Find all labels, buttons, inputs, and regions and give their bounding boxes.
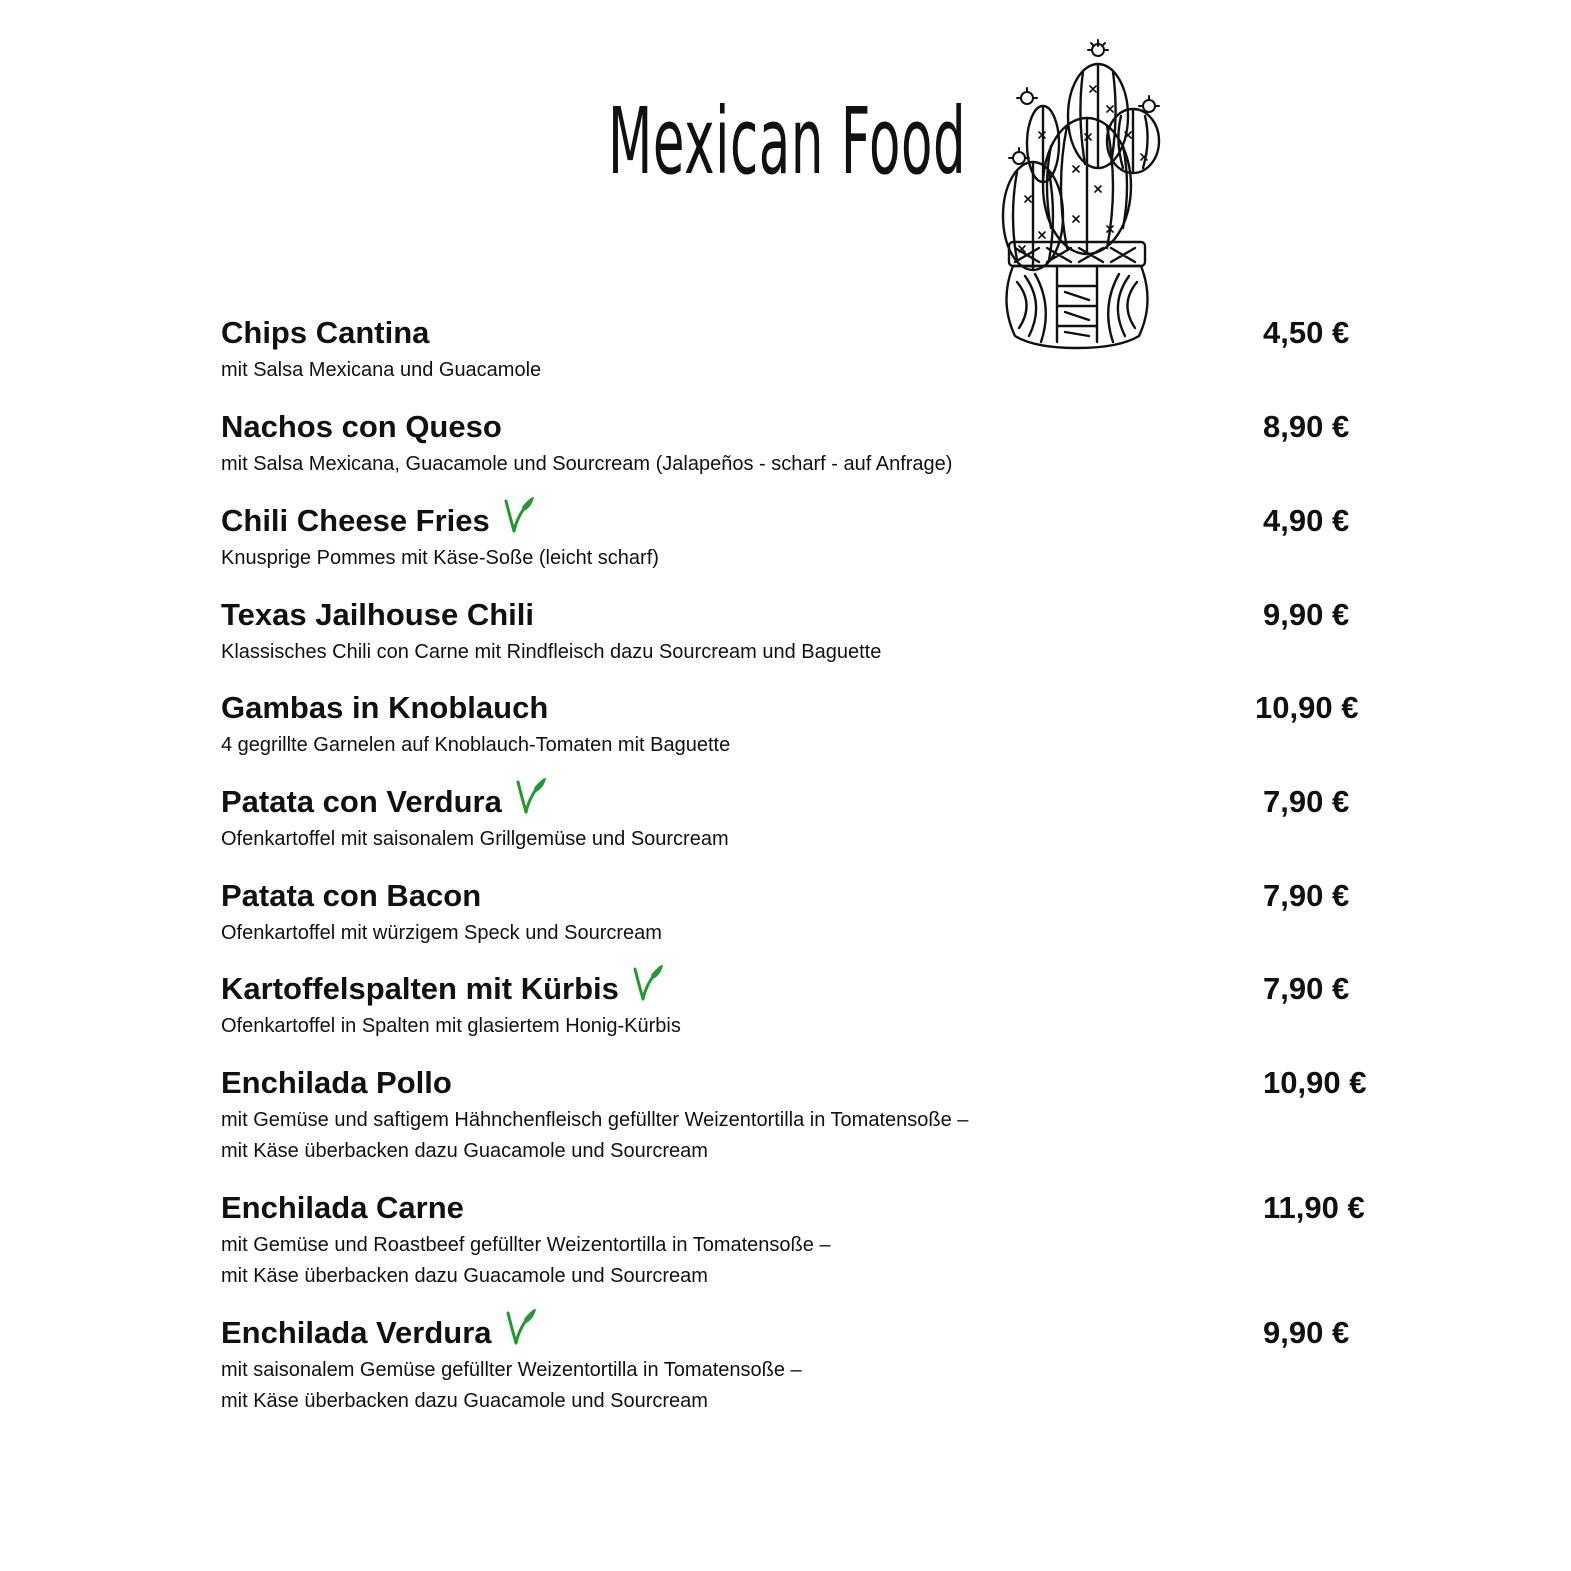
vegetarian-leaf-icon xyxy=(500,495,536,535)
item-name-text: Enchilada Verdura xyxy=(221,1315,492,1350)
item-description: mit Gemüse und saftigem Hähnchenfleisch gefüllter Weizentortilla in Tomatensoße – xyxy=(221,1109,969,1131)
item-price: 7,90 € xyxy=(1263,784,1350,819)
vegetarian-leaf-icon xyxy=(502,1307,538,1347)
item-name-text: Texas Jailhouse Chili xyxy=(221,597,534,632)
item-description: mit Gemüse und Roastbeef gefüllter Weizentortilla in Tomatensoße – xyxy=(221,1234,831,1256)
item-name-text: Nachos con Queso xyxy=(221,409,502,444)
menu-item xyxy=(221,688,1381,761)
menu-item xyxy=(221,1188,1381,1292)
item-price: 7,90 € xyxy=(1263,971,1350,1006)
item-description: mit Käse überbacken dazu Guacamole und Sourcream xyxy=(221,1265,708,1287)
item-name-text: Enchilada Carne xyxy=(221,1190,464,1225)
item-description: Ofenkartoffel mit würzigem Speck und Sourcream xyxy=(221,922,662,944)
item-name-text: Kartoffelspalten mit Kürbis xyxy=(221,971,619,1006)
menu-item xyxy=(221,501,1381,574)
item-name-text: Enchilada Pollo xyxy=(221,1065,452,1100)
item-description: Ofenkartoffel mit saisonalem Grillgemüse und Sourcream xyxy=(221,828,729,850)
menu-item xyxy=(221,782,1381,855)
item-name xyxy=(221,595,534,635)
item-description: mit Salsa Mexicana, Guacamole und Sourcream (Jalapeños - scharf - auf Anfrage) xyxy=(221,453,953,475)
item-name-text: Gambas in Knoblauch xyxy=(221,690,549,725)
item-price: 11,90 € xyxy=(1263,1190,1365,1225)
item-name xyxy=(221,313,429,353)
item-price: 9,90 € xyxy=(1263,597,1350,632)
item-description: mit Käse überbacken dazu Guacamole und Sourcream xyxy=(221,1140,708,1162)
item-name-text: Patata con Bacon xyxy=(221,878,482,913)
item-description: mit saisonalem Gemüse gefüllter Weizentortilla in Tomatensoße – xyxy=(221,1359,802,1381)
item-description: mit Käse überbacken dazu Guacamole und Sourcream xyxy=(221,1390,708,1412)
page-title: Mexican Food xyxy=(608,88,967,195)
cactus-illustration xyxy=(995,36,1175,351)
item-price: 8,90 € xyxy=(1263,409,1350,444)
item-price: 4,90 € xyxy=(1263,503,1350,538)
item-description: Knusprige Pommes mit Käse-Soße (leicht scharf) xyxy=(221,547,659,569)
item-description: mit Salsa Mexicana und Guacamole xyxy=(221,359,542,381)
item-price: 9,90 € xyxy=(1263,1315,1350,1350)
item-name-text: Chips Cantina xyxy=(221,315,430,350)
vegetarian-leaf-icon xyxy=(512,776,548,816)
item-name xyxy=(221,1313,538,1353)
item-name-text: Patata con Verdura xyxy=(221,784,502,819)
item-name xyxy=(221,407,502,447)
item-price: 10,90 € xyxy=(1255,690,1359,725)
menu-item xyxy=(221,1063,1381,1167)
item-name xyxy=(221,1063,452,1103)
item-price: 10,90 € xyxy=(1263,1065,1367,1100)
item-name xyxy=(221,969,665,1009)
item-description: Klassisches Chili con Carne mit Rindfleisch dazu Sourcream und Baguette xyxy=(221,641,882,663)
item-name xyxy=(221,688,548,728)
menu-item xyxy=(221,1313,1381,1417)
item-price: 7,90 € xyxy=(1263,878,1350,913)
item-price: 4,50 € xyxy=(1263,315,1350,350)
item-description: Ofenkartoffel in Spalten mit glasiertem Honig-Kürbis xyxy=(221,1015,681,1037)
vegetarian-leaf-icon xyxy=(629,963,665,1003)
menu-item xyxy=(221,313,1381,386)
item-description: 4 gegrillte Garnelen auf Knoblauch-Tomaten mit Baguette xyxy=(221,734,731,756)
item-name xyxy=(221,1188,464,1228)
menu-item xyxy=(221,595,1381,668)
menu-item xyxy=(221,969,1381,1042)
item-name-text: Chili Cheese Fries xyxy=(221,503,490,538)
item-name xyxy=(221,876,481,916)
item-name xyxy=(221,501,536,541)
item-name xyxy=(221,782,548,822)
menu-item xyxy=(221,876,1381,949)
menu-item xyxy=(221,407,1381,480)
